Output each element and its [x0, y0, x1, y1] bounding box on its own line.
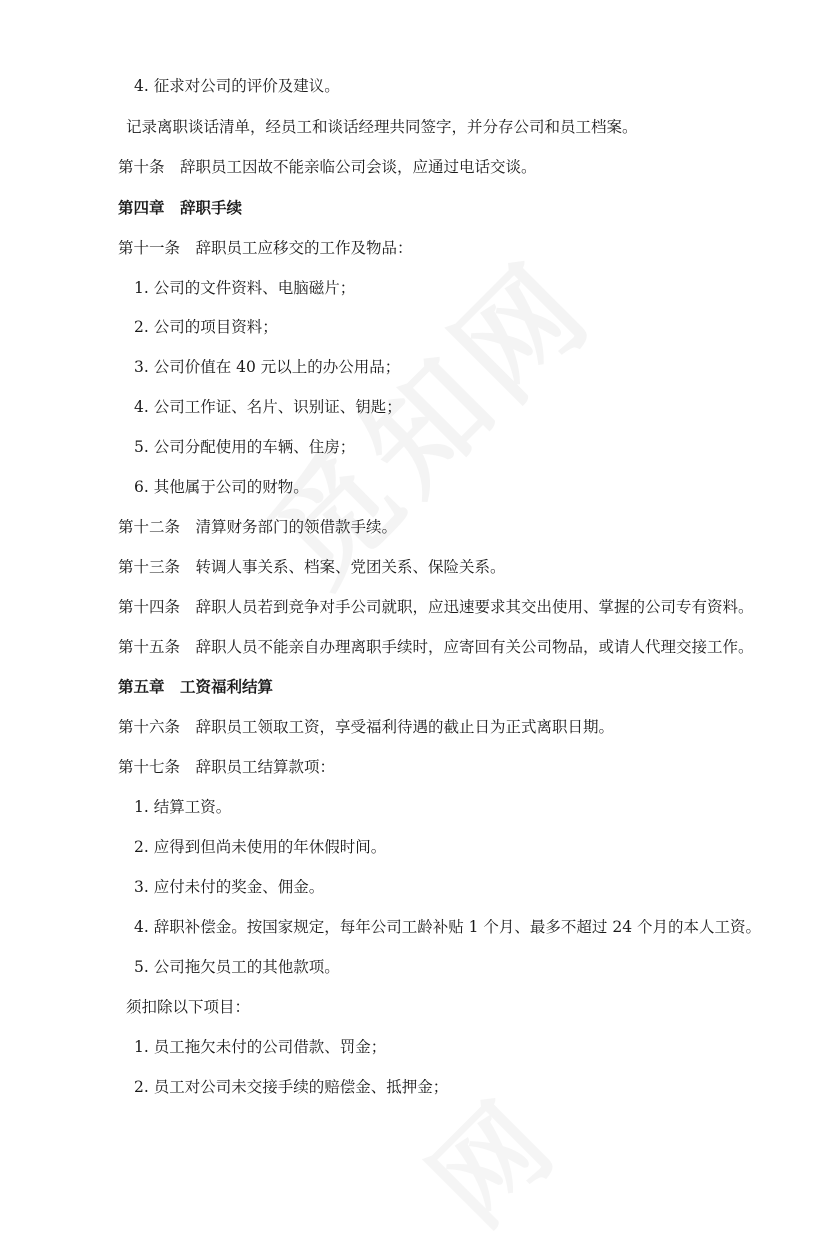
- deductions-heading: 须扣除以下项目：: [126, 998, 251, 1016]
- article-13: 第十三条 转调人事关系、档案、党团关系、保险关系。: [118, 558, 506, 576]
- article-10: 第十条 辞职员工因故不能亲临公司会谈，应通过电话交谈。: [118, 158, 537, 176]
- list-item: 1. 公司的文件资料、电脑磁片；: [134, 279, 356, 297]
- list-item: 4. 辞职补偿金。按国家规定，每年公司工龄补贴 1 个月、最多不超过 24 个月的本人工资。: [134, 918, 762, 936]
- list-item: 6. 其他属于公司的财物。: [134, 478, 309, 496]
- list-item: 2. 员工对公司未交接手续的赔偿金、抵押金；: [134, 1078, 449, 1096]
- paragraph: 记录离职谈话清单，经员工和谈话经理共同签字，并分存公司和员工档案。: [126, 118, 638, 136]
- list-item: 3. 公司价值在 40 元以上的办公用品；: [134, 358, 401, 376]
- list-item: 5. 公司分配使用的车辆、住房；: [134, 438, 356, 456]
- article-15: 第十五条 辞职人员不能亲自办理离职手续时，应寄回有关公司物品，或请人代理交接工作。: [118, 638, 754, 656]
- list-item: 2. 应得到但尚未使用的年休假时间。: [134, 838, 387, 856]
- article-14: 第十四条 辞职人员若到竞争对手公司就职，应迅速要求其交出使用、掌握的公司专有资料。: [118, 598, 754, 616]
- article-12: 第十二条 清算财务部门的领借款手续。: [118, 518, 398, 536]
- article-16: 第十六条 辞职员工领取工资，享受福利待遇的截止日为正式离职日期。: [118, 718, 615, 736]
- list-item: 1. 员工拖欠未付的公司借款、罚金；: [134, 1038, 387, 1056]
- article-17: 第十七条 辞职员工结算款项：: [118, 758, 336, 776]
- list-item: 3. 应付未付的奖金、佣金。: [134, 878, 325, 896]
- chapter-4-heading: 第四章 辞职手续: [118, 198, 243, 217]
- chapter-5-heading: 第五章 工资福利结算: [118, 677, 274, 696]
- list-item: 5. 公司拖欠员工的其他款项。: [134, 958, 340, 976]
- list-item: 4. 征求对公司的评价及建议。: [134, 77, 340, 95]
- list-item: 1. 结算工资。: [134, 798, 232, 816]
- list-item: 4. 公司工作证、名片、识别证、钥匙；: [134, 398, 402, 416]
- list-item: 2. 公司的项目资料；: [134, 318, 278, 336]
- article-11: 第十一条 辞职员工应移交的工作及物品：: [118, 239, 413, 257]
